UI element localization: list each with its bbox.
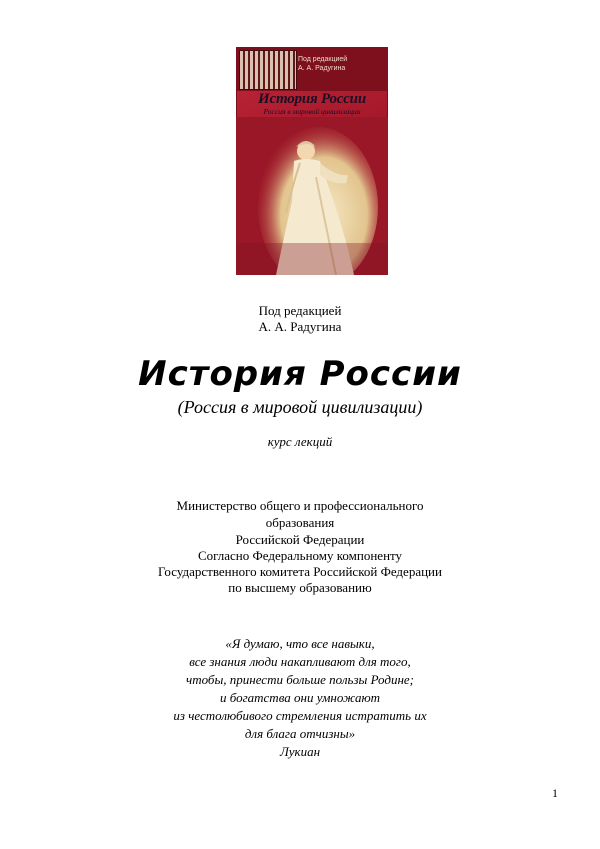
cover-editor-text [298,55,386,73]
ministry-line: Российской Федерации [235,532,365,547]
cover-editor-line1: Под редакцией [298,56,348,63]
page-number: 1 [552,786,558,800]
quote-author: Лукиан [279,744,321,759]
ministry-line: Согласно Федеральному компоненту [197,548,403,563]
quote-line: для блага отчизны» [244,726,356,741]
ministry-line: по высшему образованию [228,580,372,595]
course-label: курс лекций [267,434,333,449]
quote-line: из честолюбивого стремления истратить их [173,708,427,723]
quote-line: и богатства они умножают [219,690,381,705]
editor-name: А. А. Радугина [258,319,342,334]
quote-line: чтобы, принести больше пользы Родине; [186,672,414,687]
empress-portrait-illustration [236,117,388,275]
cover-emblem-icon [239,50,297,90]
page-subtitle: (Россия в мировой цивилизации) [177,397,423,417]
cover-title: История России [258,91,366,107]
cover-subtitle: Россия в мировой цивилизации [263,107,361,116]
ministry-line: Министерство общего и профессионального [176,498,424,513]
cover-editor-line2: А. А. Радугина [298,65,346,72]
ministry-line: образования [265,515,335,530]
page-title: История России [138,354,462,394]
ministry-line: Государственного комитета Российской Федерации [158,564,442,579]
quote-line: все знания люди накапливают для того, [189,654,411,669]
book-cover-image [236,47,388,275]
quote-line: «Я думаю, что все навыки, [225,636,375,651]
editor-label: Под редакцией [258,303,342,318]
